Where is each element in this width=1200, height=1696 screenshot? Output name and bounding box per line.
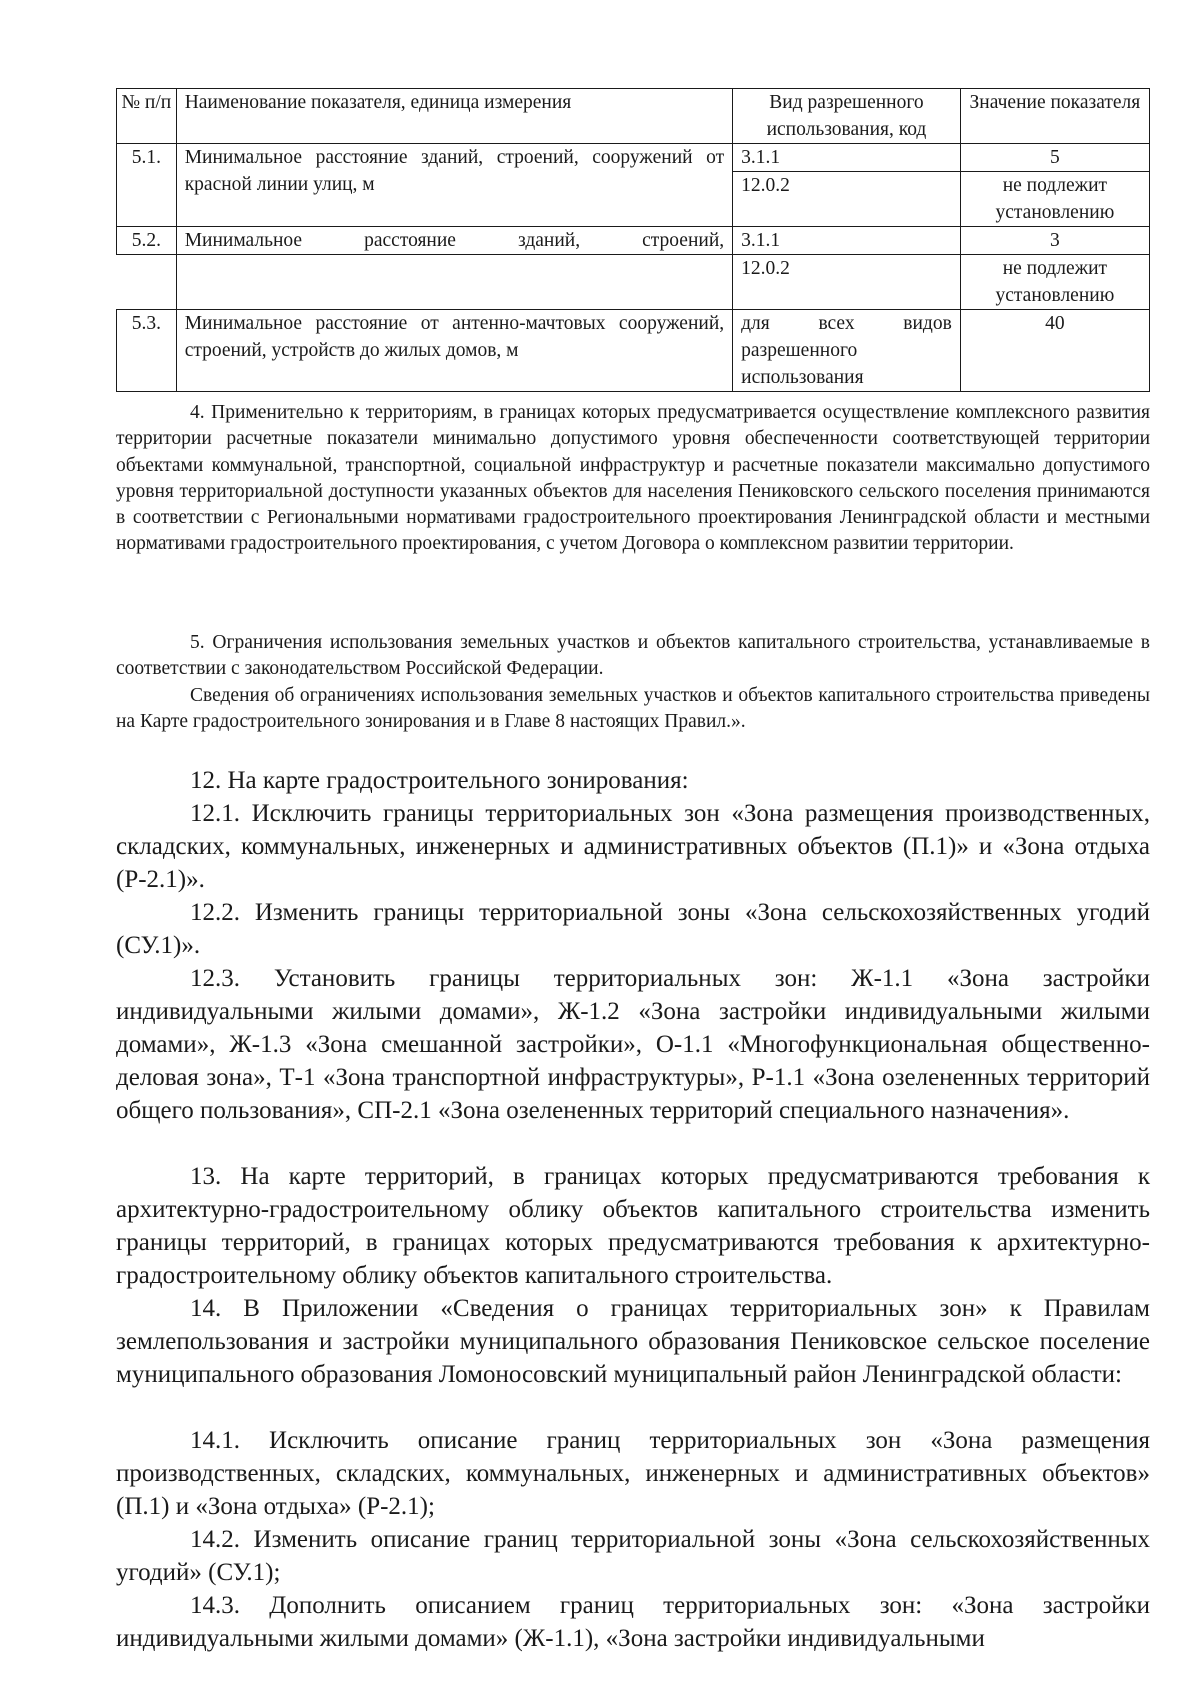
row-num: 5.1. xyxy=(117,144,177,227)
table-row xyxy=(117,227,1150,255)
header-name: Наименование показателя, единица измерения xyxy=(176,89,732,144)
header-num: № п/п xyxy=(117,89,177,144)
header-code: Вид разрешенного использования, код xyxy=(733,89,961,144)
paragraph-14-1: 14.1. Исключить описание границ территориальных зон «Зона размещения производственных, складских, коммунальных, инженерных и административных объектов» (П.1) и «Зона отдыха» (Р-2.1); xyxy=(116,1427,1150,1520)
row-num: 5.3. xyxy=(117,310,177,392)
paragraph-14: 14. В Приложении «Сведения о границах территориальных зон» к Правилам землепользования и застройки муниципального образования Пениковское сельское поселение муниципального образования Ломоносовский муниципальный район Ленинградской области: xyxy=(116,1295,1150,1388)
paragraph-5: 5. Ограничения использования земельных участков и объектов капитального строительства, устанавливаемые в соответствии с законодательством Российской Федерации. xyxy=(116,632,1150,680)
paragraph-4: 4. Применительно к территориям, в границах которых предусматривается осуществление комплексного развития территории расчетные показатели минимально допустимого уровня обеспеченности соответствующей территории объектами коммунальной, транспортной, социальной инфраструктур и расчетные показатели максимально допустимого уровня территориальной доступности указанных объектов для населения Пениковского сельского поселения принимаются в соответствии с Региональными нормативами градостроительного проектирования Ленинградской области и местными нормативами градостроительного проектирования, с учетом Договора о комплексном развитии территории. xyxy=(116,402,1150,555)
row-code: для всех видов разрешенного использования xyxy=(733,310,961,392)
row-value: 3 xyxy=(960,227,1149,255)
row-code: 12.0.2 xyxy=(733,172,961,227)
row-code: 12.0.2 xyxy=(733,255,961,310)
row-code: 3.1.1 xyxy=(733,227,961,255)
paragraph-12-3: 12.3. Установить границы территориальных зон: Ж-1.1 «Зона застройки индивидуальными жилыми домами», Ж-1.2 «Зона застройки индивидуальными жилыми домами», Ж-1.3 «Зона смешанной застройки», О-1.1 «Многофункциональная общественно-деловая зона», Т-1 «Зона транспортной инфраструктуры», Р-1.1 «Зона озелененных территорий общего пользования», СП-2.1 «Зона озелененных территорий специального назначения». xyxy=(116,965,1150,1124)
table-header-row xyxy=(117,89,1150,144)
table-row xyxy=(117,310,1150,392)
indicators-table xyxy=(116,88,1150,392)
paragraph-12-1: 12.1. Исключить границы территориальных зон «Зона размещения производственных, складских, коммунальных, инженерных и административных объектов (П.1)» и «Зона отдыха (Р-2.1)». xyxy=(116,800,1150,893)
row-value: 5 xyxy=(960,144,1149,172)
paragraph-12-2: 12.2. Изменить границы территориальной зоны «Зона сельскохозяйственных угодий (СУ.1)». xyxy=(116,899,1150,959)
paragraph-restrictions-info: Сведения об ограничениях использования земельных участков и объектов капитального строительства приведены на Карте градостроительного зонирования и в Главе 8 настоящих Правил.». xyxy=(116,685,1150,733)
row-value: не подлежит установлению xyxy=(960,255,1149,310)
paragraph-14-2: 14.2. Изменить описание границ территориальной зоны «Зона сельскохозяйственных угодий» (СУ.1); xyxy=(116,1526,1150,1586)
row-name: Минимальное расстояние от антенно-мачтовых сооружений, строений, устройств до жилых домов, м xyxy=(176,310,732,392)
row-name: Минимальное расстояние зданий, строений, xyxy=(176,227,732,255)
table-row xyxy=(117,144,1150,172)
row-name: Минимальное расстояние зданий, строений, сооружений от красной линии улиц, м xyxy=(176,144,732,227)
row-code: 3.1.1 xyxy=(733,144,961,172)
paragraph-13: 13. На карте территорий, в границах которых предусматриваются требования к архитектурно-градостроительному облику объектов капитального строительства изменить границы территорий, в границах которых предусматриваются требования к архитектурно-градостроительному облику объектов капитального строительства. xyxy=(116,1163,1150,1289)
table-row xyxy=(117,255,1150,310)
paragraph-12: 12. На карте градостроительного зонирования: xyxy=(190,767,689,794)
row-value: не подлежит установлению xyxy=(960,172,1149,227)
row-value: 40 xyxy=(960,310,1149,392)
header-value: Значение показателя xyxy=(960,89,1149,144)
row-num: 5.2. xyxy=(117,227,177,255)
paragraph-14-3: 14.3. Дополнить описанием границ территориальных зон: «Зона застройки индивидуальными жилыми домами» (Ж-1.1), «Зона застройки индивидуальными xyxy=(116,1592,1150,1652)
